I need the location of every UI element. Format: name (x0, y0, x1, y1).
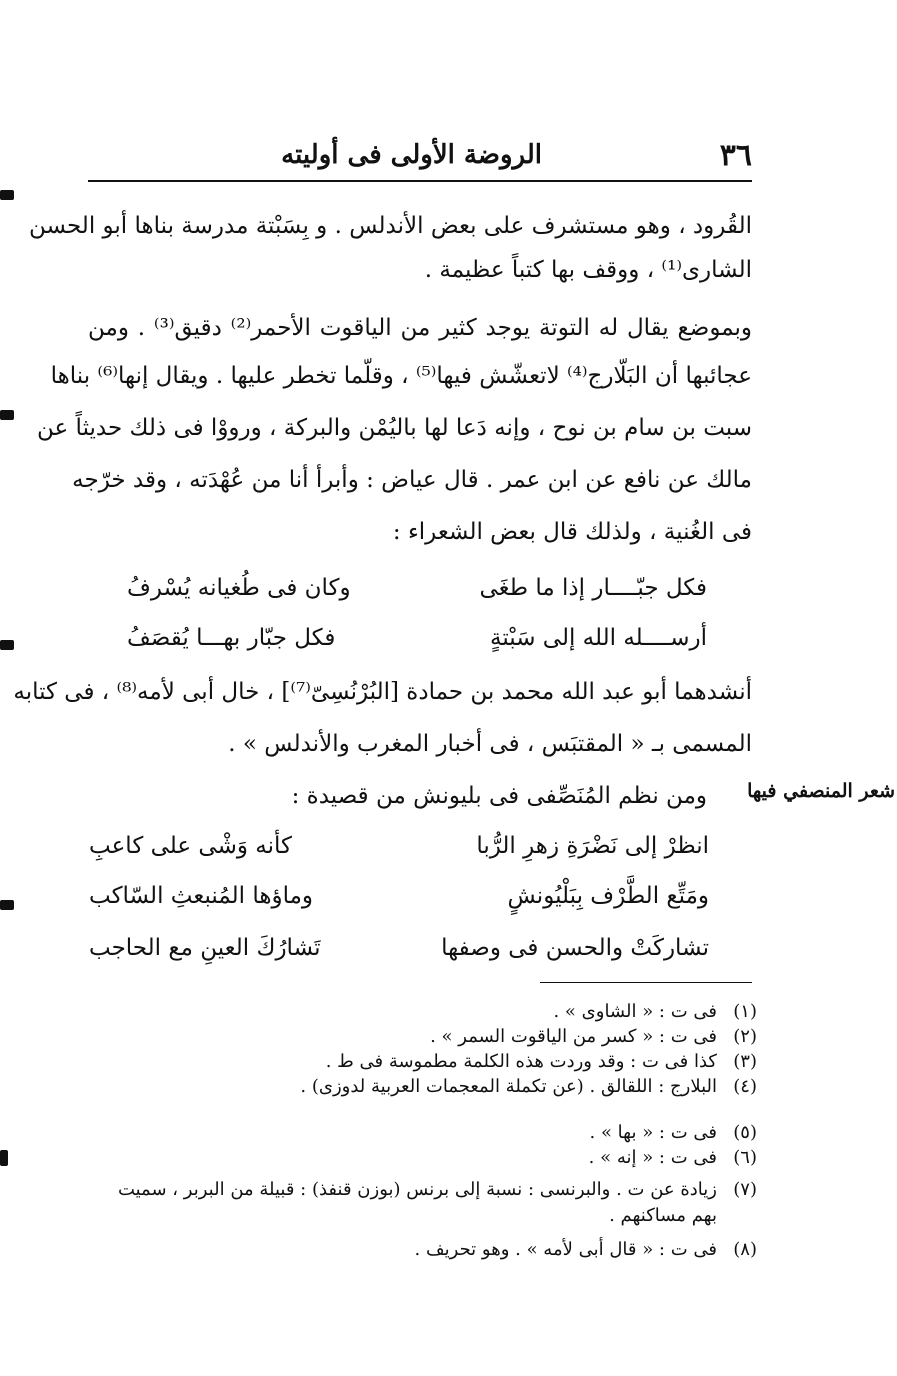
footnote (93, 1238, 757, 1262)
verse-hemistich-right: تشاركَتْ والحسن فى وصفها (441, 935, 709, 961)
body-line: أنشدهما أبو عبد الله محمد بن حمادة [البُرْنُسِىّ⁽⁷⁾] ، خال أبى لأمه⁽⁸⁾ ، فى كتابه (13, 679, 752, 705)
verse-hemistich-right: فكل جبّــــار إذا ما طغَى (479, 575, 707, 601)
body-line: عجائبها أن البَلّارج⁽⁴⁾ لاتعشّش فيها⁽⁵⁾ ، وقلّما تخطر عليها . ويقال إنها⁽⁶⁾ بناها (50, 363, 752, 389)
verse-line (89, 876, 709, 916)
footnote-text: فى ت : « قال أبى لأمه » . وهو تحريف . (414, 1239, 717, 1260)
footnote-divider (540, 982, 752, 983)
body-line: الشارى⁽¹⁾ ، ووقف بها كتباً عظيمة . (424, 257, 752, 283)
verse-line (127, 568, 707, 608)
footnote-number: (٤) (733, 1076, 757, 1097)
scan-edge-mark (0, 190, 14, 200)
footnote-number: (١) (733, 1001, 757, 1022)
page-number: ٣٦ (719, 138, 752, 173)
body-line: وبموضع يقال له التوتة يوجد كثير من الياقوت الأحمر⁽²⁾ دقيق⁽³⁾ . ومن (88, 315, 753, 341)
footnote (93, 1121, 757, 1145)
scan-edge-mark (0, 640, 14, 650)
verse-line (89, 826, 709, 866)
footnote-text: فى ت : « بها » . (589, 1122, 717, 1143)
margin-note: شعر المنصفي فيها (747, 780, 895, 802)
body-line: سبت بن سام بن نوح ، وإنه دَعا لها باليُمْن والبركة ، ورووْا فى ذلك حديثاً عن (37, 415, 752, 441)
verse-hemistich-right: أرســــله الله إلى سَبْتةٍ (490, 625, 707, 651)
footnote (93, 1075, 757, 1099)
footnote (93, 1146, 757, 1170)
footnote-text: فى ت : « كسر من الياقوت السمر » . (430, 1026, 717, 1047)
verse-hemistich-left: وماؤها المُنبعثِ السّاكب (89, 883, 314, 909)
footnote (93, 1000, 757, 1024)
running-title: الروضة الأولى فى أوليته (281, 140, 542, 170)
body-line: القُرود ، وهو مستشرف على بعض الأندلس . و بِسَبْتة مدرسة بناها أبو الحسن (28, 213, 752, 239)
footnote (93, 1050, 757, 1074)
footnote (93, 1025, 757, 1049)
verse-hemistich-right: ومَتِّع الطَّرْف بِبَلْيُونشٍ (507, 883, 709, 909)
footnote-number: (٧) (733, 1179, 757, 1200)
scan-edge-mark (0, 1150, 8, 1166)
footnote-text: بهم مساكنهم . (609, 1205, 717, 1226)
scan-edge-mark (0, 900, 14, 910)
header-divider (88, 180, 752, 182)
verse-hemistich-left: كأنه وَشْى على كاعبِ (89, 833, 292, 859)
verse-hemistich-left: تَشارُكَ العينِ مع الحاجب (89, 935, 321, 961)
footnote-number: (٢) (733, 1026, 757, 1047)
footnote-text: كذا فى ت : وقد وردت هذه الكلمة مطموسة فى ط . (325, 1051, 717, 1072)
footnote-number: (٦) (733, 1147, 757, 1168)
body-line: فى الغُنية ، ولذلك قال بعض الشعراء : (392, 519, 752, 545)
body-line: المسمى بـ « المقتبَس ، فى أخبار المغرب والأندلس » . (228, 731, 752, 757)
verse-hemistich-right: انظرْ إلى نَضْرَةِ زهرِ الرُّبا (476, 833, 709, 859)
footnote-number: (٥) (733, 1122, 757, 1143)
footnote-text: البلارج : اللقالق . (عن تكملة المعجمات العربية لدوزى) . (300, 1076, 717, 1097)
footnote-number: (٣) (733, 1051, 757, 1072)
verse-hemistich-left: فكل جبّار بهـــا يُقصَفُ (127, 625, 336, 651)
verse-hemistich-left: وكان فى طُغيانه يُسْرفُ (127, 575, 351, 601)
footnote-number: (٨) (733, 1239, 757, 1260)
scan-edge-mark (0, 410, 14, 420)
page-header (88, 138, 752, 178)
verse-line (127, 618, 707, 658)
footnote-text: فى ت : « إنه » . (588, 1147, 717, 1168)
footnote (77, 1178, 757, 1202)
footnote-text: فى ت : « الشاوى » . (553, 1001, 717, 1022)
verse-line (89, 928, 709, 968)
verse-intro: ومن نظم المُنَصِّفى فى بليونش من قصيدة : (291, 783, 707, 809)
footnote-continuation (93, 1204, 757, 1228)
body-line: مالك عن نافع عن ابن عمر . قال عياض : وأبرأ أنا من عُهْدَته ، وقد خرّجه (72, 467, 752, 493)
footnote-text: زيادة عن ت . والبرنسى : نسبة إلى برنس (بوزن قنفذ) : قبيلة من البربر ، سميت (117, 1179, 717, 1200)
